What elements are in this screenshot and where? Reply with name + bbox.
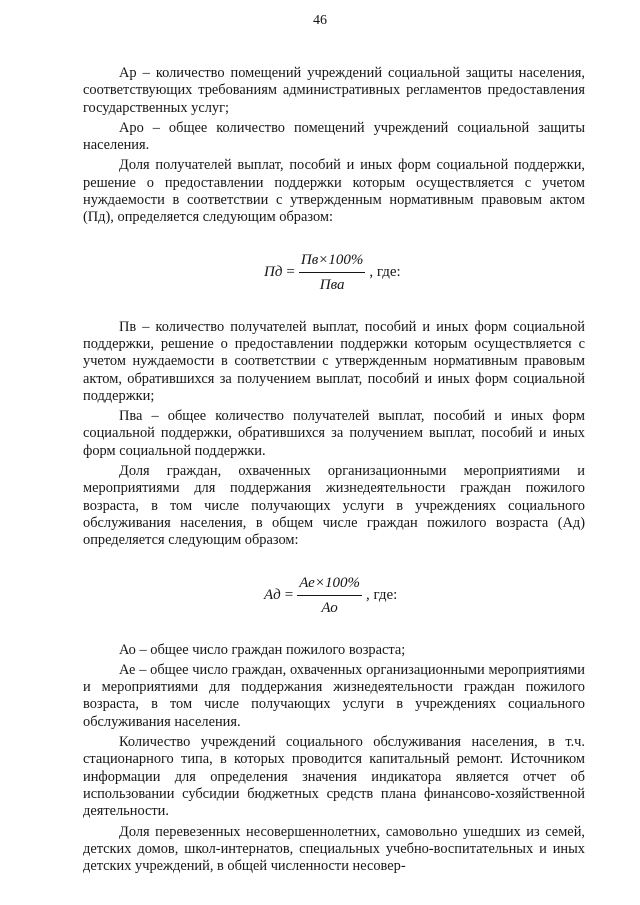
paragraph: Пв – количество получателей выплат, пособий и иных форм социальной поддержки, решение о предоставлении поддержки которым осуществляется с учетом нуждаемости в соответствии с утвержденным нормативным правовым актом, обратившихся за получением выплат, пособий и иных форм социальной поддержки;: [83, 318, 585, 404]
paragraph: Доля граждан, охваченных организационными мероприятиями и мероприятиями для поддержания жизнедеятельности граждан пожилого возраста, в том числе получающих услуги в учреждениях социального обслуживания населения, в общем числе граждан пожилого возраста (Ад) определяется следующим образом:: [83, 463, 585, 549]
formula-lhs: Ад: [264, 587, 281, 604]
formula-fraction: [299, 252, 365, 294]
formula-numerator: Ае×100%: [297, 575, 362, 596]
formula-lhs: Пд: [264, 264, 283, 281]
paragraph: Пва – общее количество получателей выплат, пособий и иных форм социальной поддержки, обратившихся за получением выплат, пособий и иных форм социальной поддержки.: [83, 408, 585, 459]
paragraph: Ае – общее число граждан, охваченных организационными мероприятиями и мероприятиями для поддержания жизнедеятельности граждан пожилого возраста, в том числе получающих услуги в учреждениях социального обслуживания населения.: [83, 661, 585, 730]
formula-ad: [83, 566, 585, 626]
formula-equals: =: [284, 587, 294, 604]
formula-suffix: , где:: [365, 587, 398, 604]
paragraph: Доля перевезенных несовершеннолетних, самовольно ушедших из семей, детских домов, школ-интернатов, специальных учебно-воспитательных и иных детских учреждений, в общей численности несовер-: [83, 823, 585, 875]
formula-suffix: , где:: [369, 264, 401, 281]
paragraph: Доля получателей выплат, пособий и иных форм социальной поддержки, решение о предоставлении поддержки которым осуществляется с учетом нуждаемости в соответствии с утвержденным нормативным правовым актом (Пд), определяется следующим образом:: [83, 157, 585, 226]
paragraph: Ао – общее число граждан пожилого возраста;: [119, 641, 406, 658]
paragraph: Ар – количество помещений учреждений социальной защиты населения, соответствующих требованиям административных регламентов предоставления государственных услуг;: [83, 65, 585, 116]
formula-equals: =: [286, 264, 295, 281]
paragraph: Количество учреждений социального обслуживания населения, в т.ч. стационарного типа, в которых проводится капитальный ремонт. Источником информации для определения значения индикатора является отчет об использовании субсидии бюджетных средств плана финансово-хозяйственной деятельности.: [83, 734, 585, 820]
paragraph: Аро – общее количество помещений учреждений социальной защиты населения.: [83, 119, 585, 154]
formula-denominator: Пва: [319, 276, 345, 293]
page-number: 46: [313, 13, 327, 28]
formula-numerator: Пв×100%: [299, 252, 365, 273]
document-body: [83, 65, 585, 875]
formula-denominator: Ао: [321, 599, 338, 616]
formula-fraction: [297, 575, 362, 617]
formula-pd: [83, 243, 585, 303]
